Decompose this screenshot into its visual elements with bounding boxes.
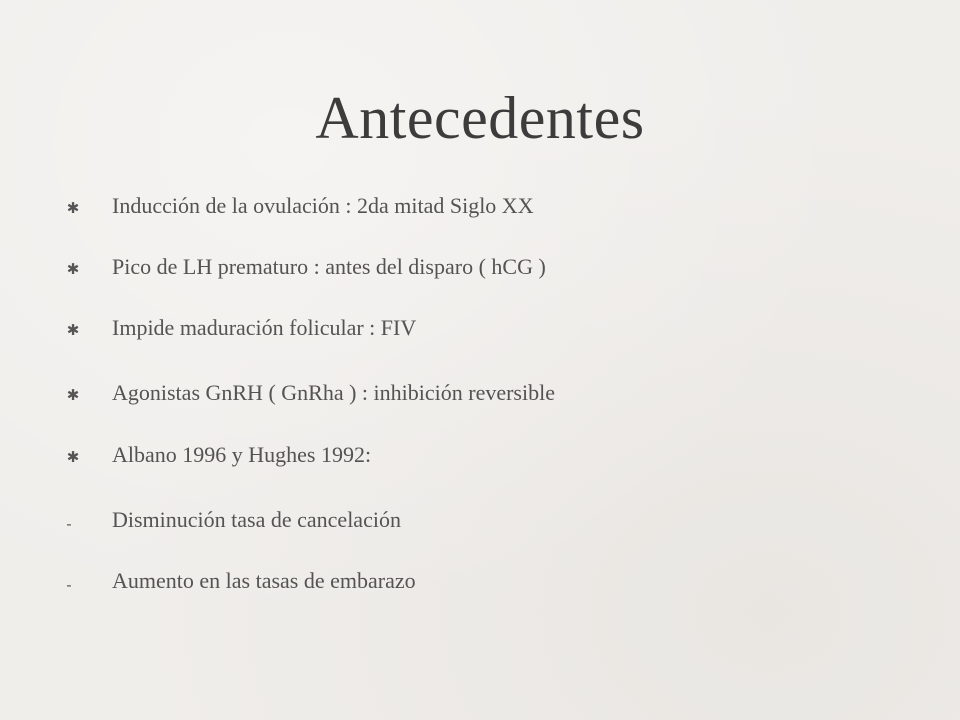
bullet-item xyxy=(0,184,960,228)
sub-bullet-item xyxy=(0,498,960,542)
asterisk-icon: ✱ xyxy=(66,260,80,278)
bullet-text: Albano 1996 y Hughes 1992: xyxy=(112,442,372,467)
bullet-text: Inducción de la ovulación : 2da mitad Siglo XX xyxy=(112,193,534,218)
asterisk-icon: ✱ xyxy=(66,448,80,466)
bullet-text: Impide maduración folicular : FIV xyxy=(112,315,417,340)
asterisk-icon: ✱ xyxy=(66,321,80,339)
bullet-item xyxy=(0,245,960,289)
asterisk-icon: ✱ xyxy=(66,199,80,217)
bullet-text: Disminución tasa de cancelación xyxy=(112,507,401,532)
bullet-item xyxy=(0,433,960,477)
bullet-item xyxy=(0,371,960,415)
asterisk-icon: ✱ xyxy=(66,386,80,404)
dash-icon: - xyxy=(66,515,72,533)
bullet-text: Pico de LH prematuro : antes del disparo ( hCG ) xyxy=(112,254,546,279)
bullet-item xyxy=(0,306,960,350)
sub-bullet-item xyxy=(0,559,960,603)
slide-title: Antecedentes xyxy=(315,85,645,151)
dash-icon: - xyxy=(66,576,72,594)
bullet-text: Aumento en las tasas de embarazo xyxy=(112,568,416,593)
bullet-text: Agonistas GnRH ( GnRha ) : inhibición reversible xyxy=(112,380,555,405)
